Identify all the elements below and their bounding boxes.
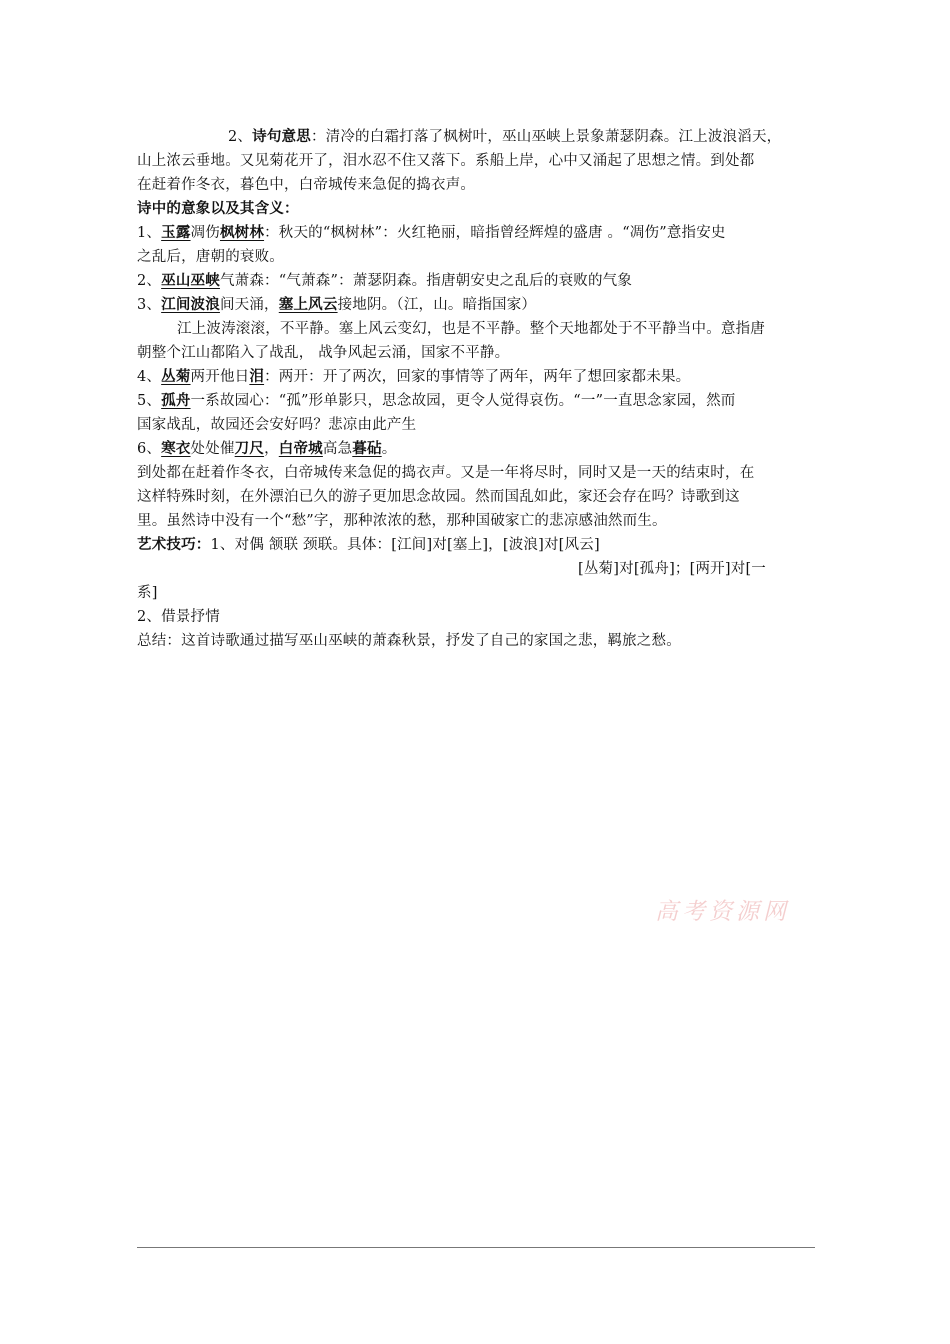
text-line: 到处都在赶着作冬衣，白帝城传来急促的捣衣声。又是一年将尽时，同时又是一天的结束时，在: [137, 465, 755, 481]
list-number: 2、: [137, 273, 162, 289]
keyword: 玉露: [161, 224, 191, 241]
imagery-item-5: [137, 389, 814, 413]
text-line: 朝整个江山都陷入了战乱， 战争风起云涌，国家不平静。: [137, 345, 510, 361]
list-number: 6、: [137, 441, 162, 457]
imagery-item-3: [137, 293, 814, 317]
text-line: 江上波涛滚滚，不平静。塞上风云变幻，也是不平静。整个天地都处于不平静当中。意指唐: [177, 321, 765, 337]
keyword: 泪: [249, 368, 265, 385]
text: 气萧森：“气萧森”：萧瑟阴森。指唐朝安史之乱后的衰败的气象: [219, 273, 633, 289]
keyword: 丛菊: [161, 368, 191, 385]
keyword: 刀尺: [234, 440, 265, 457]
text-line: 山上浓云垂地。又见菊花开了，泪水忍不住又落下。系船上岸，心中又涌起了思想之情。到处都: [137, 153, 755, 169]
document-body: [137, 125, 814, 653]
list-number: 5、: [137, 393, 162, 409]
keyword: 白帝城: [278, 440, 323, 457]
paragraph-meaning: [137, 125, 814, 149]
text-line: 2、借景抒情: [137, 609, 220, 625]
keyword: 孤舟: [161, 392, 191, 409]
text: 1、对偶 颔联 颈联。具体：[江间]对[塞上]，[波浪]对[风云]: [210, 537, 600, 553]
text-line: 系]: [137, 585, 158, 601]
keyword: 江间波浪: [161, 296, 220, 313]
keyword: 寒衣: [161, 440, 191, 457]
list-number: 1、: [137, 225, 162, 241]
text-line: [丛菊]对[孤舟]；[两开]对[一: [578, 561, 766, 577]
imagery-item-6: [137, 437, 814, 461]
footer-divider: [137, 1247, 815, 1248]
imagery-item-4: [137, 365, 814, 389]
text: 处处催: [190, 441, 235, 457]
keyword: 巫山巫峡: [161, 272, 220, 289]
keyword: 枫树林: [219, 224, 265, 241]
text: 。: [381, 441, 397, 457]
art-techniques: [137, 533, 814, 557]
imagery-item-1: [137, 221, 814, 245]
text: 接地阴。（江，山。暗指国家）: [337, 297, 537, 313]
text: ：秋天的“枫树林”：火红艳丽，暗指曾经辉煌的盛唐 。“凋伤”意指安史: [264, 225, 726, 241]
summary: 总结：这首诗歌通过描写巫山巫峡的萧森秋景，抒发了自己的家国之悲，羁旅之愁。: [137, 633, 681, 649]
list-number: 4、: [137, 369, 162, 385]
text-line: 里。虽然诗中没有一个“愁”字，那种浓浓的愁，那种国破家亡的悲凉感油然而生。: [137, 513, 667, 529]
bold-term: 艺术技巧：: [137, 536, 211, 553]
list-number: 2、: [228, 129, 253, 145]
text-line: 这样特殊时刻，在外漂泊已久的游子更加思念故园。然而国乱如此，家还会存在吗？诗歌到这: [137, 489, 740, 505]
text-line: 国家战乱，故园还会安好吗？悲凉由此产生: [137, 417, 417, 433]
imagery-item-2: [137, 269, 814, 293]
keyword: 塞上风云: [278, 296, 338, 313]
text-line: 之乱后，唐朝的衰败。: [137, 249, 284, 265]
text-line: 在赶着作冬衣，暮色中，白帝城传来急促的捣衣声。: [137, 177, 476, 193]
text: 高急: [322, 441, 353, 457]
section-heading: 诗中的意象以及其含义：: [137, 200, 299, 217]
text: 凋伤: [190, 225, 220, 241]
text: 两开他日: [190, 369, 250, 385]
list-number: 3、: [137, 297, 162, 313]
bold-term: 诗句意思: [252, 128, 311, 145]
text: ：两开：开了两次，回家的事情等了两年，两年了想回家都未果。: [264, 369, 691, 385]
text: 间天涌，: [219, 297, 279, 313]
text: 一系故园心：“孤”形单影只，思念故园，更令人觉得哀伤。“一”一直思念家园，然而: [190, 393, 736, 409]
text-line: ：清冷的白霜打落了枫树叶，巫山巫峡上景象萧瑟阴森。江上波浪滔天，: [310, 129, 782, 145]
keyword: 暮砧: [352, 440, 382, 457]
text: ，: [264, 441, 279, 457]
watermark-logo: 高考资源网: [655, 899, 790, 925]
